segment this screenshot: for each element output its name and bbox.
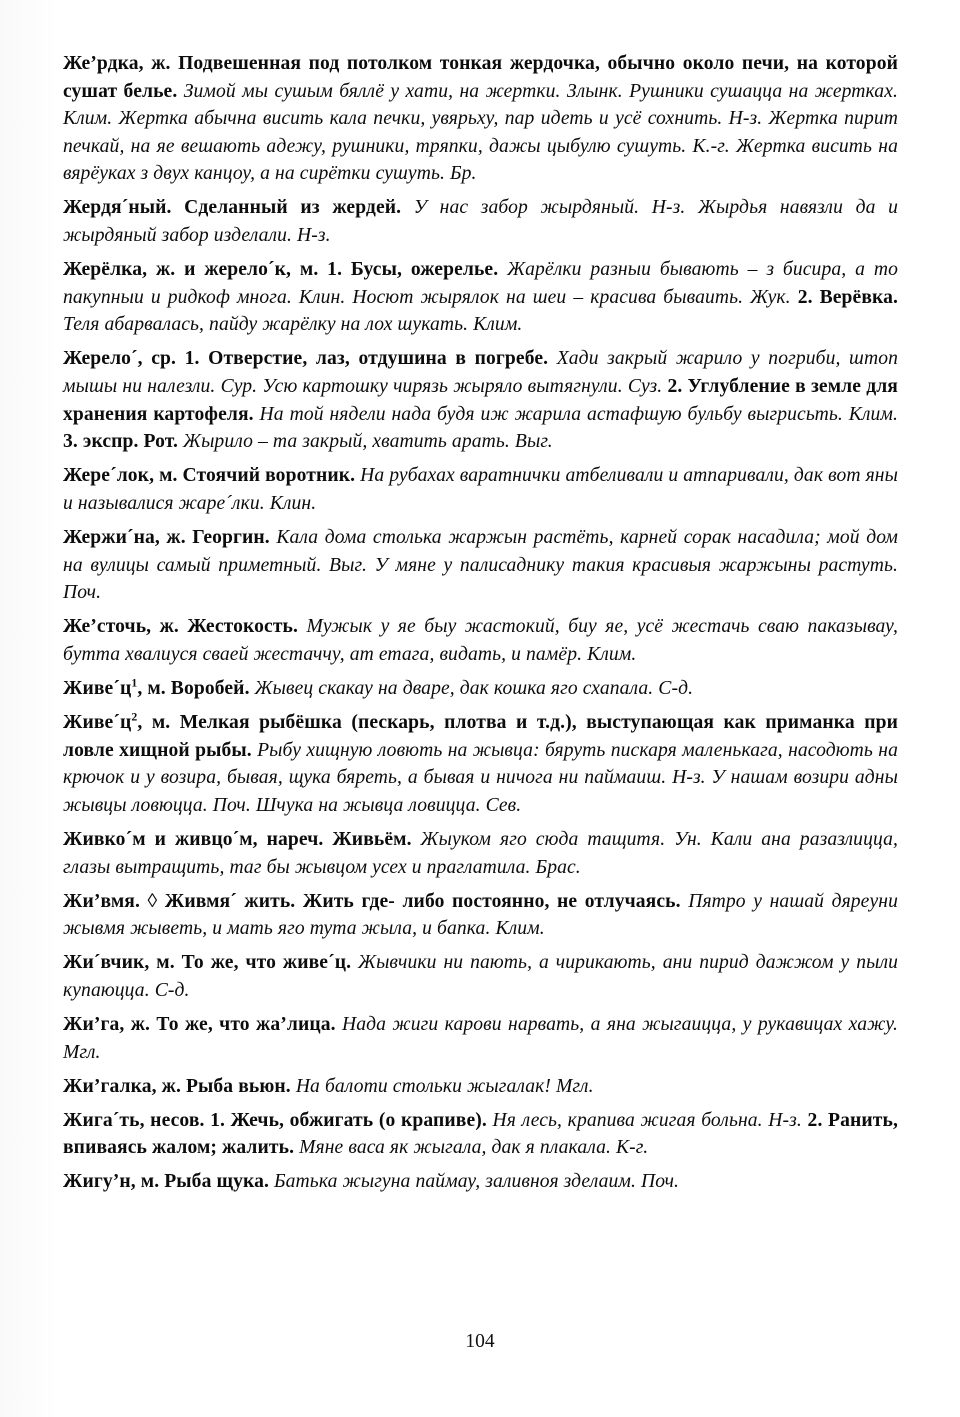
entry-headword-definition: Жере´лок, м. Стоячий воротник. bbox=[63, 465, 361, 487]
homonym-index: 1 bbox=[131, 676, 138, 690]
entry-headword-definition: Же’сточь, ж. Жестокость. bbox=[63, 616, 307, 638]
entry-example-citation: На рубахах варатнички атбеливали и атпаривали, дак вот яны и называлися жаре´лки. Клин. bbox=[63, 465, 898, 514]
dictionary-entry bbox=[63, 613, 898, 668]
entry-example-citation: Жарёлки разныи бывають – з бисира, а то пакупныи и ридкоф многа. Клин. Носют жырялок на шеи – красива бываить. Жук. bbox=[63, 259, 898, 308]
entry-example-citation: На балоти стольки жыгалак! Мгл. bbox=[295, 1075, 594, 1097]
dictionary-entries bbox=[63, 50, 898, 1203]
entry-example-citation: Жыуком яго сюда тащитя. Ун. Кали ана разазлицца, глазы вытращить, таг бы жывцом усех и праглатила. Брас. bbox=[63, 828, 898, 878]
entry-headword-definition: Жи´вчик, м. То же, что живе´ц. bbox=[63, 952, 359, 974]
entry-headword-definition: Жердя´ный. Сделанный из жердей. bbox=[63, 197, 414, 219]
entry-headword-definition: 2. Верёвка. bbox=[797, 286, 899, 308]
entry-headword-definition: 2. Углубление в земле для хранения картофеля. bbox=[63, 376, 898, 425]
entry-headword-definition: Живе´ц bbox=[63, 677, 132, 699]
entry-headword-definition: Жержи´на, ж. Георгин. bbox=[63, 527, 277, 548]
dictionary-entry bbox=[63, 1107, 898, 1162]
page-number: 104 bbox=[465, 1331, 495, 1352]
entry-example-citation: Зимой мы сушым бяллё у хати, на жертки. Злынк. Рушники сушацца на жертках. Клим. Жертка абычна висить кала печки, увярьху, пар идеть и усё сохнить. Н-з. Жертка пирит печкай, на яе вешають адежу, рушники, тряпки, дажы цыбулю сушуть. К.-г. Жертка висить на вярёуках з двух канцоу, а на сирётки сушуть. Бр. bbox=[63, 80, 898, 185]
entry-example-citation: Пятро у нашай дяреуни жывмя жыветь, и мать яго тута жыла, и бапка. Клим. bbox=[63, 890, 898, 940]
entry-headword-definition: 2. Ранить, впиваясь жалом; жалить. bbox=[63, 1109, 898, 1159]
entry-headword-definition: Жерело´, ср. 1. Отверстие, лаз, отдушина в погребе. bbox=[63, 348, 557, 370]
entry-headword-definition: 3. экспр. Рот. bbox=[63, 431, 184, 453]
entry-example-citation: Ня лесь, крапива жигая больна. Н-з. bbox=[492, 1109, 808, 1131]
entry-example-citation: На той нядели нада будя иж жарила астафшую бульбу выгрисьть. Клим. bbox=[259, 403, 899, 425]
entry-headword-definition: Жига´ть, несов. 1. Жечь, обжигать (о крапиве). bbox=[63, 1109, 493, 1131]
dictionary-entry bbox=[63, 1073, 898, 1101]
dictionary-entry bbox=[63, 462, 898, 517]
entry-headword-definition: Живе´ц bbox=[63, 712, 132, 734]
entry-headword-definition: Жигу’н, м. Рыба щука. bbox=[63, 1171, 274, 1193]
entry-headword-definition: Жерёлка, ж. и жерело´к, м. 1. Бусы, ожерелье. bbox=[63, 259, 508, 281]
dictionary-entry bbox=[63, 888, 898, 943]
entry-example-citation: Жывец скакау на дваре, дак кошка яго схапала. С-д. bbox=[254, 677, 694, 699]
entry-example-citation: Жырило – та закрый, хватить арать. Выг. bbox=[183, 431, 553, 453]
entry-example-citation: Мяне васа як жыгала, дак я плакала. К-г. bbox=[299, 1137, 649, 1159]
entry-example-citation: Рыбу хищную ловють на жывца: бяруть пискаря маленькага, насодють на крючок и у возира, бывая, щука бяреть, а бывая и ничога ни паймаиш. Н-з. У нашам возири адны жывцы ловюцца. Поч. Шчука на жывца ловицца. Сев. bbox=[63, 739, 898, 816]
homonym-index: 2 bbox=[131, 710, 138, 724]
entry-example-citation: Кала дома столька жаржын растёть, карней сорак насадила; мой дом на вулицы самый приметный. Выг. У мяне у палисаднику такия красивыя жаржыны растуть. Поч. bbox=[63, 527, 899, 604]
dictionary-entry bbox=[63, 50, 898, 188]
entry-headword-definition: , м. Мелкая рыбёшка (пескарь, плотва и т.д.), выступающая как приманка при ловле хищной рыбы. bbox=[63, 712, 898, 761]
entry-example-citation: Батька жыгуна паймау, заливноя зделаим. Поч. bbox=[274, 1171, 680, 1193]
entry-example-citation: Нада жиги карови нарвать, а яна жыгаицца, у рукавицах хажу. Мгл. bbox=[63, 1014, 898, 1063]
entry-example-citation: Жывчики ни пають, а чирикають, ани пирид дажжом у пыли купаюцца. С-д. bbox=[63, 952, 898, 1001]
dictionary-entry bbox=[63, 194, 898, 249]
dictionary-entry bbox=[63, 675, 898, 703]
entry-headword-definition: Живко´м и живцо´м, нареч. Живьём. bbox=[63, 828, 421, 850]
entry-headword-definition: Же’рдка, ж. Подвешенная под потолком тонкая жердочка, обычно около печи, на которой сушат белье. bbox=[63, 53, 898, 102]
entry-example-citation: У нас забор жырдяный. Н-з. Жырдья навязли да и жырдяный забор изделали. Н-з. bbox=[63, 197, 899, 247]
entry-example-citation: Мужык у яе быу жастокий, биу яе, усё жестачь сваю паказывау, бутта хвалиуся сваей жестаччу, ат етага, видать, и памёр. Клим. bbox=[63, 616, 898, 665]
dictionary-entry bbox=[63, 949, 898, 1004]
dictionary-entry bbox=[63, 1168, 898, 1196]
dictionary-entry bbox=[63, 826, 898, 881]
dictionary-entry bbox=[63, 256, 898, 339]
entry-headword-definition: Жи’галка, ж. Рыба вьюн. bbox=[63, 1075, 296, 1097]
dictionary-entry bbox=[63, 1011, 898, 1066]
dictionary-entry bbox=[63, 345, 898, 455]
entry-example-citation: Теля абарвалась, пайду жарёлку на лох шукать. Клим. bbox=[63, 314, 523, 336]
dictionary-entry bbox=[63, 524, 898, 607]
entry-headword-definition: Жи’га, ж. То же, что жа’лица. bbox=[63, 1014, 343, 1035]
scan-margin-artifact bbox=[0, 0, 58, 1417]
entry-example-citation: Хади закрый жарило у погриби, штоп мышы ни налезли. Сур. Усю картошку чирязь жыряло вытягнули. Суз. bbox=[63, 348, 898, 398]
dictionary-entry bbox=[63, 709, 898, 819]
entry-headword-definition: , м. Воробей. bbox=[137, 677, 255, 699]
entry-headword-definition: Жи’вмя. ◊ Живмя´ жить. Жить где- либо постоянно, не отлучаясь. bbox=[63, 890, 689, 912]
